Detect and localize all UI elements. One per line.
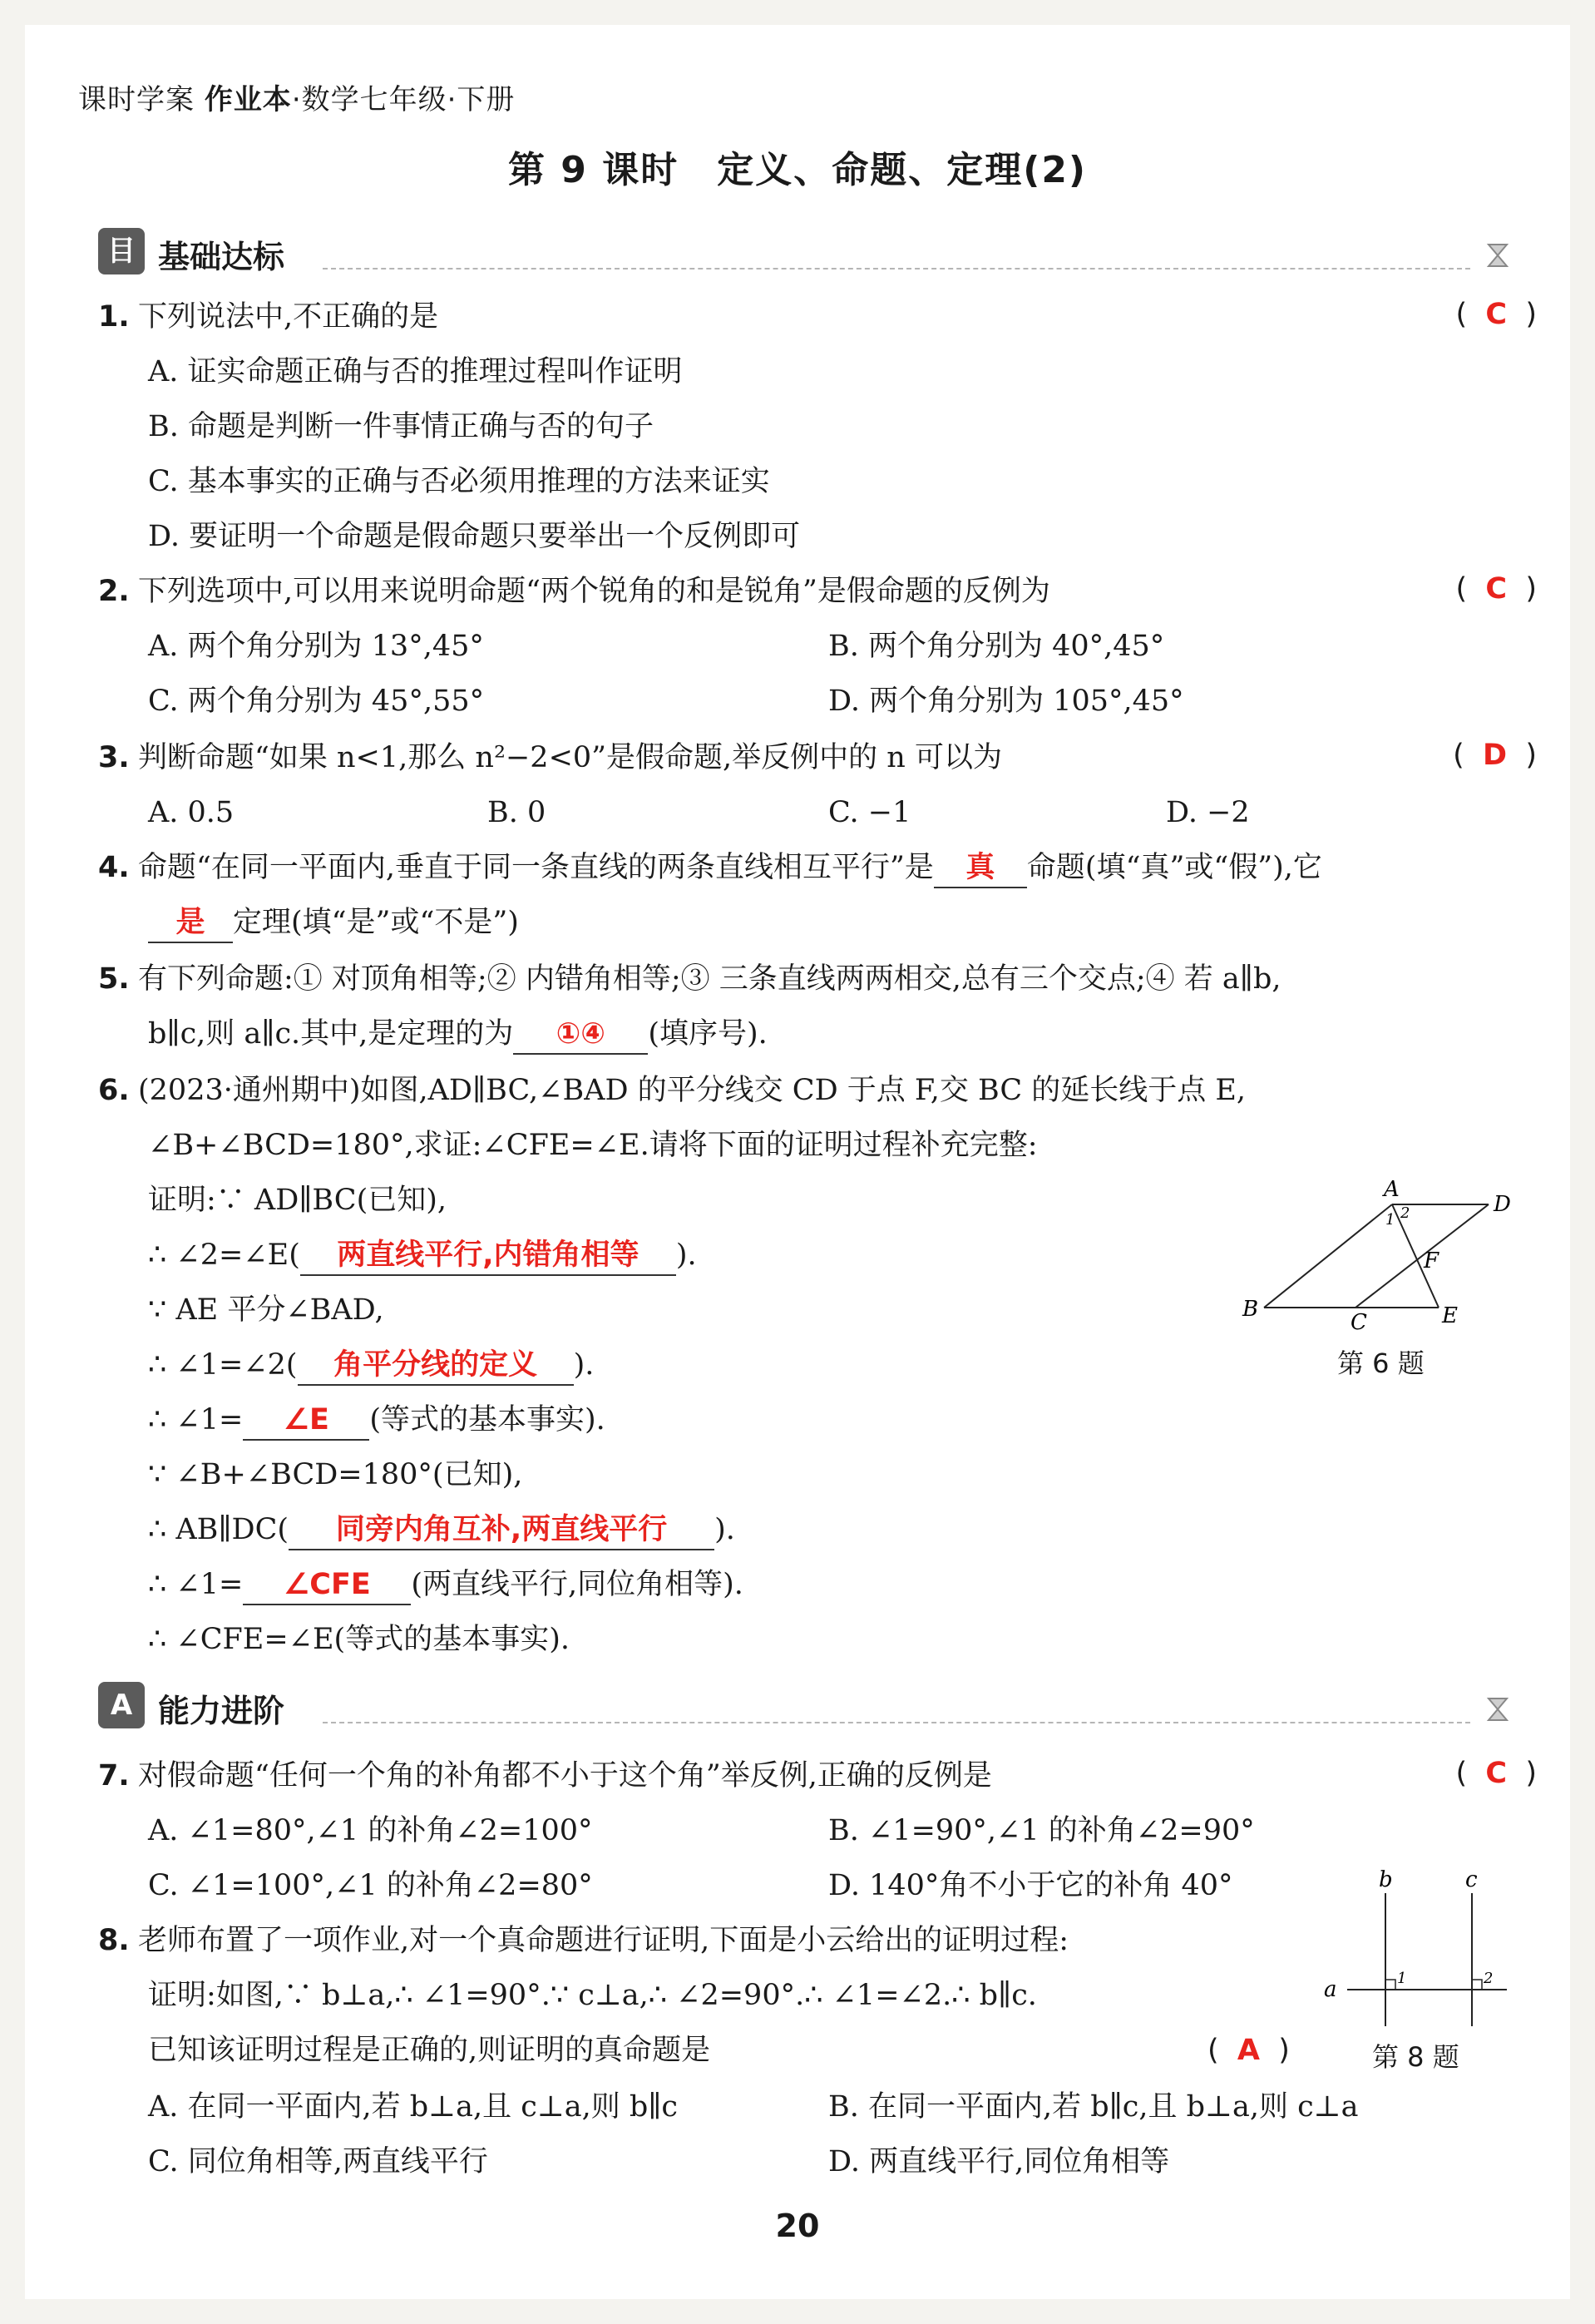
q6-proof-5: ∴ ∠1= ∠E (等式的基本事实). [148, 1401, 605, 1441]
book-header [78, 77, 515, 117]
q4-line1: 4. 命题“在同一平面内,垂直于同一条直线的两条直线相互平行”是 真 命题(填“真”或“假”),它 [98, 848, 1322, 888]
q6-proof-9: ∴ ∠CFE=∠E(等式的基本事实). [148, 1623, 570, 1656]
q6-label-f: F [1424, 1249, 1439, 1273]
rocket-icon: A [98, 1682, 145, 1728]
section-advanced-label: 能力进阶 [158, 1693, 285, 1729]
section-advanced [98, 1682, 1512, 1732]
hourglass-icon [1484, 241, 1512, 269]
section-basic-label: 基础达标 [158, 239, 285, 275]
q8-option-c: C. 同位角相等,两直线平行 [148, 2145, 488, 2178]
header-subject: ·数学七年级·下册 [291, 83, 516, 116]
q8-answer: ( A ) [1207, 2034, 1290, 2067]
header-book: 课时学案 [78, 83, 195, 116]
q8-line1: 8. 老师布置了一项作业,对一个真命题进行证明,下面是小云给出的证明过程: [98, 1924, 1069, 1957]
q2-option-c: C. 两个角分别为 45°,55° [148, 685, 485, 718]
q6-angle-2: 2 [1400, 1204, 1410, 1222]
q6-label-b: B [1242, 1297, 1259, 1322]
q6-proof-3: ∵ AE 平分∠BAD, [148, 1293, 384, 1327]
q4-line2: 是 定理(填“是”或“不是”) [148, 903, 519, 943]
q3-option-b: B. 0 [487, 796, 546, 829]
q6-proof-8: ∴ ∠1= ∠CFE (两直线平行,同位角相等). [148, 1565, 743, 1605]
book-icon: 目 [98, 228, 145, 274]
q6-label-a: A [1384, 1177, 1400, 1202]
hourglass-icon [1484, 1695, 1512, 1723]
q8-angle-1: 1 [1397, 1970, 1407, 1987]
q6-line2: ∠B+∠BCD=180°,求证:∠CFE=∠E.请将下面的证明过程补充完整: [148, 1129, 1038, 1162]
q1-option-a: A. 证实命题正确与否的推理过程叫作证明 [148, 355, 683, 388]
q6-label-c: C [1351, 1310, 1367, 1333]
q2-answer: ( C ) [1455, 572, 1537, 606]
q8-angle-2: 2 [1484, 1970, 1494, 1987]
q6-proof-2: ∴ ∠2=∠E( 两直线平行,内错角相等 ). [148, 1236, 697, 1276]
section-divider [323, 268, 1470, 269]
q7-option-a: A. ∠1=80°,∠1 的补角∠2=100° [148, 1814, 593, 1847]
q1-option-c: C. 基本事实的正确与否必须用推理的方法来证实 [148, 465, 770, 498]
q2-option-a: A. 两个角分别为 13°,45° [148, 630, 484, 663]
section-divider [323, 1722, 1470, 1723]
q6-proof-1: 证明:∵ AD∥BC(已知), [148, 1184, 447, 1217]
q1-option-b: B. 命题是判断一件事情正确与否的句子 [148, 410, 654, 443]
q3-option-d: D. −2 [1166, 796, 1250, 829]
q6-angle-1: 1 [1385, 1211, 1395, 1229]
q2-option-d: D. 两个角分别为 105°,45° [828, 685, 1184, 718]
header-workbook: 作业本 [204, 83, 292, 116]
q7-stem: 7. 对假命题“任何一个角的补角都不小于这个角”举反例,正确的反例是 [98, 1759, 992, 1792]
q8-line2: 证明:如图,∵ b⊥a,∴ ∠1=90°.∵ c⊥a,∴ ∠2=90°.∴ ∠1=∠2.∴ b∥c. [148, 1979, 1037, 2012]
q7-option-b: B. ∠1=90°,∠1 的补角∠2=90° [828, 1814, 1255, 1847]
q7-answer: ( C ) [1455, 1757, 1537, 1790]
lesson-title: 第 9 课时 定义、命题、定理(2) [507, 149, 1088, 191]
q5-line1: 5. 有下列命题:① 对顶角相等;② 内错角相等;③ 三条直线两两相交,总有三个交点;④ 若 a∥b, [98, 962, 1281, 996]
q3-option-a: A. 0.5 [148, 796, 235, 829]
q8-option-b: B. 在同一平面内,若 b∥c,且 b⊥a,则 c⊥a [828, 2090, 1359, 2124]
q8-label-c: c [1465, 1868, 1478, 1892]
q6-figure-caption: 第 6 题 [1337, 1347, 1425, 1379]
q2-option-b: B. 两个角分别为 40°,45° [828, 630, 1165, 663]
q8-figure [1314, 1868, 1514, 2035]
section-basic [98, 228, 1512, 278]
q3-answer: ( D ) [1453, 739, 1537, 772]
q6-figure [1239, 1174, 1522, 1333]
q6-line1: 6. (2023·通州期中)如图,AD∥BC,∠BAD 的平分线交 CD 于点 F,交 BC 的延长线于点 E, [98, 1074, 1247, 1107]
q7-option-d: D. 140°角不小于它的补角 40° [828, 1869, 1233, 1902]
q6-label-d: D [1494, 1192, 1511, 1217]
q6-proof-4: ∴ ∠1=∠2( 角平分线的定义 ). [148, 1346, 594, 1386]
q6-label-e: E [1442, 1303, 1458, 1328]
page-number: 20 [775, 2208, 820, 2244]
q8-label-a: a [1324, 1977, 1337, 2002]
q8-figure-caption: 第 8 题 [1372, 2041, 1459, 2073]
q1-answer: ( C ) [1455, 298, 1537, 331]
q7-option-c: C. ∠1=100°,∠1 的补角∠2=80° [148, 1869, 593, 1902]
q1-option-d: D. 要证明一个命题是假命题只要举出一个反例即可 [148, 520, 801, 553]
q6-proof-6: ∵ ∠B+∠BCD=180°(已知), [148, 1458, 523, 1491]
q3-option-c: C. −1 [828, 796, 911, 829]
q3-stem: 3. 判断命题“如果 n<1,那么 n²−2<0”是假命题,举反例中的 n 可以为 [98, 741, 1002, 774]
q8-label-b: b [1379, 1868, 1393, 1892]
q8-option-a: A. 在同一平面内,若 b⊥a,且 c⊥a,则 b∥c [148, 2090, 679, 2124]
q6-proof-7: ∴ AB∥DC( 同旁内角互补,两直线平行 ). [148, 1511, 735, 1550]
q8-option-d: D. 两直线平行,同位角相等 [828, 2145, 1170, 2178]
q1-stem: 1. 下列说法中,不正确的是 [98, 300, 439, 334]
q8-line3: 已知该证明过程是正确的,则证明的真命题是 [148, 2034, 711, 2067]
q5-line2: b∥c,则 a∥c.其中,是定理的为 ①④ (填序号). [148, 1015, 768, 1055]
q2-stem: 2. 下列选项中,可以用来说明命题“两个锐角的和是锐角”是假命题的反例为 [98, 575, 1050, 608]
